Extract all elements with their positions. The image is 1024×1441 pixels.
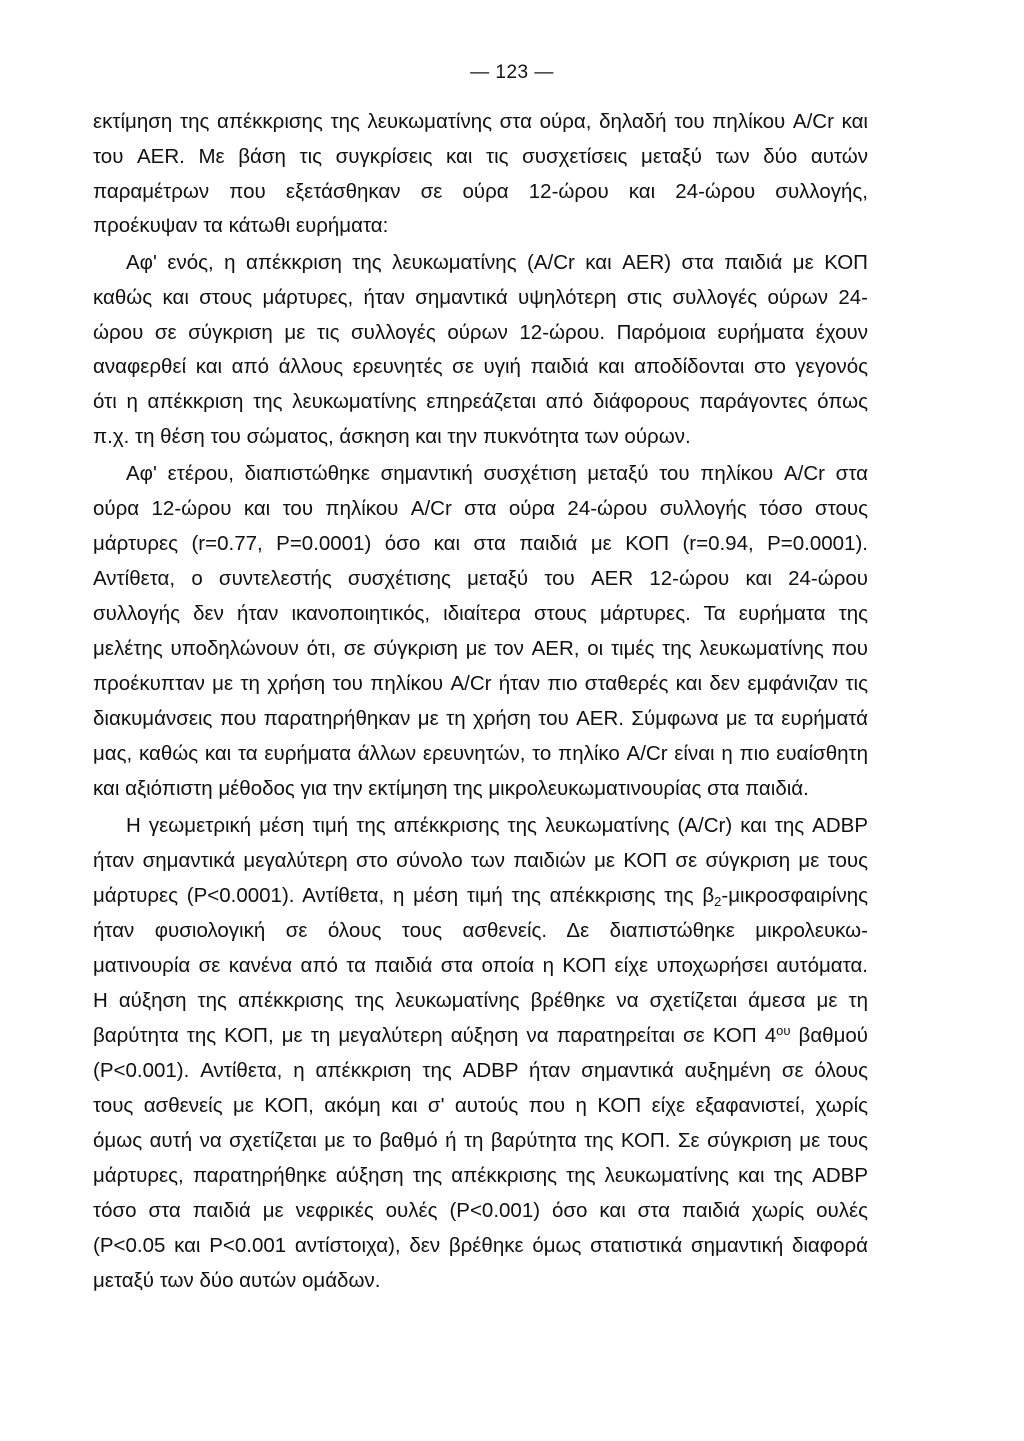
text-line: μεταξύ των δύο αυτών ομάδων. <box>93 1269 381 1292</box>
text-line-beta <box>93 884 868 908</box>
text-line: (P<0.05 και P<0.001 αντίστοιχα), δεν βρέθηκε όμως στατιστικά σημαντική διαφορά <box>93 1234 868 1257</box>
text-line: Αντίθετα, ο συντελεστής συσχέτισης μεταξύ του AER 12-ώρου και 24-ώρου <box>93 567 868 590</box>
text-line: ώρου σε σύγκριση με τις συλλογές ούρων 12-ώρου. Παρόμοια ευρήματα έχουν <box>93 321 868 344</box>
text-line: και αξιόπιστη μέθοδος για την εκτίμηση της μικρολευκωματινουρίας στα παιδιά. <box>93 777 809 800</box>
text-line: ότι η απέκκριση της λευκωματίνης επηρεάζεται από διάφορους παράγοντες όπως <box>93 390 868 413</box>
text-line: ήταν φυσιολογική σε όλους τους ασθενείς. Δε διαπιστώθηκε μικρολευκω- <box>93 919 868 942</box>
text-line: ούρα 12-ώρου και του πηλίκου A/Cr στα ούρα 24-ώρου συλλογής τόσο στους <box>93 497 868 520</box>
text-line: τους ασθενείς με ΚΟΠ, ακόμη και σ' αυτούς που η ΚΟΠ είχε εξαφανιστεί, χωρίς <box>93 1094 868 1117</box>
text-line: ματινουρία σε κανένα από τα παιδιά στα οποία η ΚΟΠ είχε υποχωρήσει αυτόματα. <box>93 954 868 977</box>
text-line: όμως αυτή να σχετίζεται με το βαθμό ή τη βαρύτητα της ΚΟΠ. Σε σύγκριση με τους <box>93 1129 868 1152</box>
text-line: μάρτυρες, παρατηρήθηκε αύξηση της απέκκρισης της λευκωματίνης και της ADBP <box>93 1164 868 1187</box>
superscript: ου <box>776 1023 791 1038</box>
text-line: τόσο στα παιδιά με νεφρικές ουλές (P<0.001) όσο και στα παιδιά χωρίς ουλές <box>93 1199 868 1222</box>
text-line: μας, καθώς και τα ευρήματα άλλων ερευνητών, το πηλίκο A/Cr είναι η πιο ευαίσθητη <box>93 742 868 765</box>
subscript: 2 <box>714 894 722 909</box>
text-line: αναφερθεί και από άλλους ερευνητές σε υγιή παιδιά και αποδίδονται στο γεγονός <box>93 355 868 378</box>
text-line: παραμέτρων που εξετάσθηκαν σε ούρα 12-ώρου και 24-ώρου συλλογής, <box>93 180 868 203</box>
text-line: του AER. Με βάση τις συγκρίσεις και τις συσχετίσεις μεταξύ των δύο αυτών <box>93 145 868 168</box>
text-line: (P<0.001). Αντίθετα, η απέκκριση της ADBP ήταν σημαντικά αυξημένη σε όλους <box>93 1059 868 1082</box>
text-segment: -μικροσφαιρίνης <box>721 884 868 907</box>
text-line: διακυμάνσεις που παρατηρήθηκαν με τη χρήση του AER. Σύμφωνα με τα ευρήματά <box>93 707 868 730</box>
text-line: μάρτυρες (r=0.77, P=0.0001) όσο και στα παιδιά με ΚΟΠ (r=0.94, P=0.0001). <box>93 532 868 555</box>
text-line: Αφ' ενός, η απέκκριση της λευκωματίνης (A/Cr και AER) στα παιδιά με ΚΟΠ <box>126 251 868 274</box>
text-segment: βαθμού <box>790 1024 869 1047</box>
text-line: Η γεωμετρική μέση τιμή της απέκκρισης της λευκωματίνης (A/Cr) και της ADBP <box>126 814 868 837</box>
text-line: π.χ. τη θέση του σώματος, άσκηση και την πυκνότητα των ούρων. <box>93 425 691 448</box>
text-line: Αφ' ετέρου, διαπιστώθηκε σημαντική συσχέτιση μεταξύ του πηλίκου A/Cr στα <box>126 462 868 485</box>
text-line: εκτίμηση της απέκκρισης της λευκωματίνης στα ούρα, δηλαδή του πηλίκου A/Cr και <box>93 110 868 133</box>
text-line: μελέτης υποδηλώνουν ότι, σε σύγκριση με τον AER, οι τιμές της λευκωματίνης που <box>93 637 868 660</box>
text-segment: μάρτυρες (P<0.0001). Αντίθετα, η μέση τιμή της απέκκρισης της β <box>93 884 715 907</box>
text-line: συλλογής δεν ήταν ικανοποιητικός, ιδιαίτερα στους μάρτυρες. Τα ευρήματα της <box>93 602 868 625</box>
page-number: — 123 — <box>470 62 554 83</box>
text-line: καθώς και στους μάρτυρες, ήταν σημαντικά υψηλότερη στις συλλογές ούρων 24- <box>93 286 868 309</box>
text-line: Η αύξηση της απέκκρισης της λευκωματίνης βρέθηκε να σχετίζεται άμεσα με τη <box>93 989 868 1012</box>
text-segment: βαρύτητα της ΚΟΠ, με τη μεγαλύτερη αύξηση να παρατηρείται σε ΚΟΠ 4 <box>93 1024 777 1047</box>
text-line: προέκυπταν με τη χρήση του πηλίκου A/Cr ήταν πιο σταθερές και δεν εμφάνιζαν τις <box>93 672 868 695</box>
text-line: ήταν σημαντικά μεγαλύτερη στο σύνολο των παιδιών με ΚΟΠ σε σύγκριση με τους <box>93 849 868 872</box>
text-line: προέκυψαν τα κάτωθι ευρήματα: <box>93 214 389 237</box>
text-line-grade <box>93 1024 868 1048</box>
